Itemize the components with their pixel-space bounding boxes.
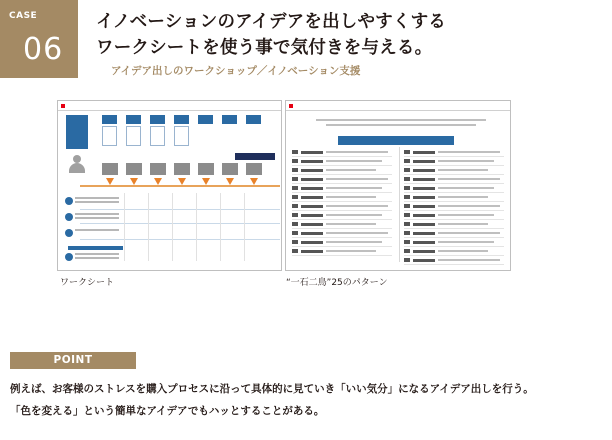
page-title-line-2: ワークシートを使う事で気付きを与える。 (96, 38, 433, 58)
pattern-row-name (413, 241, 435, 244)
pattern-row-description (438, 178, 500, 180)
customer-person-icon (69, 163, 85, 173)
pattern-row-number (404, 231, 410, 235)
page-title-line-1: イノベーションのアイデアを出しやすくする (96, 12, 446, 32)
point-text-line-2: 「色を変える」という簡単なアイデアでもハッとすることがある。 (10, 405, 325, 417)
pattern-row-number (292, 168, 298, 172)
pattern-row-name (413, 250, 435, 253)
pattern-row-number (292, 213, 298, 217)
pattern-row-number (404, 213, 410, 217)
pattern-row-divider (404, 165, 504, 166)
customer-person-icon (73, 155, 81, 163)
worksheet-step-box (150, 163, 166, 175)
pattern-row-description (438, 151, 500, 153)
pattern-row-divider (292, 255, 392, 256)
pattern-row-name (413, 214, 435, 217)
pattern-row-number (404, 195, 410, 199)
pattern-row-number (292, 204, 298, 208)
pattern-row-name (413, 232, 435, 235)
down-arrow-icon (178, 178, 186, 185)
pattern-row-description (438, 187, 494, 189)
pattern-row-description (326, 160, 382, 162)
worksheet-header-cell (174, 115, 189, 124)
pattern-row-description (326, 187, 382, 189)
worksheet-step-box (102, 163, 118, 175)
pattern-row-description (438, 205, 500, 207)
patterns-thumbnail (285, 100, 511, 271)
pattern-row-divider (404, 156, 504, 157)
pattern-row-name (301, 151, 323, 154)
patterns-intro-text (316, 119, 486, 121)
pattern-row-number (292, 240, 298, 244)
page-subtitle: アイデア出しのワークショップ／イノベーション支援 (111, 65, 361, 77)
pattern-row-name (413, 259, 435, 262)
down-arrow-icon (226, 178, 234, 185)
pattern-row-name (413, 178, 435, 181)
point-badge: POINT (10, 352, 136, 369)
patterns-title-bar (338, 136, 454, 145)
pattern-row-description (438, 214, 494, 216)
pattern-row-divider (292, 165, 392, 166)
case-label: CASE (9, 11, 38, 21)
pattern-row-divider (404, 246, 504, 247)
down-arrow-icon (202, 178, 210, 185)
point-text-line-1: 例えば、お客様のストレスを購入プロセスに沿って具体的に見ていき「いい気分」になるアイデア出しを行う。 (10, 383, 534, 395)
worksheet-step-number (65, 253, 73, 261)
worksheet-row-divider (80, 209, 280, 210)
pattern-row-name (301, 241, 323, 244)
worksheet-cell (150, 126, 165, 146)
pattern-row-divider (404, 264, 504, 265)
pattern-row-divider (404, 174, 504, 175)
thumbnail-marker-icon (61, 104, 65, 108)
pattern-row-number (404, 240, 410, 244)
pattern-row-description (326, 250, 376, 252)
pattern-row-description (438, 169, 488, 171)
worksheet-column-divider (220, 193, 221, 261)
pattern-row-divider (404, 219, 504, 220)
pattern-row-divider (292, 156, 392, 157)
pattern-row-description (326, 169, 376, 171)
down-arrow-icon (106, 178, 114, 185)
pattern-row-divider (404, 237, 504, 238)
pattern-row-name (413, 223, 435, 226)
pattern-row-number (404, 249, 410, 253)
pattern-row-number (404, 186, 410, 190)
worksheet-header-cell (66, 115, 88, 149)
worksheet-step-number (65, 197, 73, 205)
pattern-row-divider (404, 210, 504, 211)
pattern-row-description (326, 214, 382, 216)
pattern-row-number (292, 177, 298, 181)
pattern-row-name (301, 187, 323, 190)
pattern-row-number (292, 150, 298, 154)
pattern-row-description (326, 178, 388, 180)
worksheet-header-cell (198, 115, 213, 124)
worksheet-column-divider (172, 193, 173, 261)
pattern-row-divider (292, 201, 392, 202)
pattern-row-number (292, 159, 298, 163)
worksheet-banner (235, 153, 275, 160)
worksheet-step-text (75, 229, 119, 241)
worksheet-step-box (222, 163, 238, 175)
pattern-row-divider (404, 255, 504, 256)
pattern-row-number (404, 222, 410, 226)
worksheet-step-text (75, 253, 119, 265)
pattern-row-divider (404, 192, 504, 193)
pattern-row-name (301, 160, 323, 163)
pattern-row-name (301, 214, 323, 217)
worksheet-step-number (65, 213, 73, 221)
worksheet-column-divider (148, 193, 149, 261)
pattern-row-number (404, 177, 410, 181)
worksheet-step-number (65, 229, 73, 237)
pattern-row-divider (292, 192, 392, 193)
pattern-row-description (438, 259, 500, 261)
pattern-row-description (326, 151, 388, 153)
pattern-row-number (292, 231, 298, 235)
worksheet-header-cell (102, 115, 117, 124)
pattern-row-divider (404, 201, 504, 202)
pattern-row-name (301, 205, 323, 208)
pattern-row-number (404, 150, 410, 154)
worksheet-step-text (75, 197, 119, 209)
pattern-row-name (301, 223, 323, 226)
pattern-row-divider (292, 237, 392, 238)
pattern-row-number (292, 222, 298, 226)
pattern-row-name (413, 160, 435, 163)
pattern-row-name (301, 178, 323, 181)
pattern-row-description (438, 250, 488, 252)
pattern-row-divider (292, 183, 392, 184)
pattern-row-description (326, 232, 388, 234)
worksheet-header-cell (246, 115, 261, 124)
worksheet-header-cell (150, 115, 165, 124)
pattern-row-number (404, 168, 410, 172)
pattern-row-divider (292, 174, 392, 175)
worksheet-cell (174, 126, 189, 146)
pattern-row-divider (292, 219, 392, 220)
figure-caption-worksheet: ワークシート (60, 278, 115, 288)
pattern-row-description (438, 241, 494, 243)
pattern-row-divider (292, 210, 392, 211)
case-number: 06 (23, 32, 64, 67)
pattern-row-name (413, 151, 435, 154)
pattern-row-divider (404, 183, 504, 184)
down-arrow-icon (250, 178, 258, 185)
pattern-row-name (413, 187, 435, 190)
figure-caption-patterns: “一石二鳥”25のパターン (286, 278, 388, 288)
pattern-row-name (301, 196, 323, 199)
worksheet-step-text (75, 213, 119, 225)
pattern-row-description (438, 232, 500, 234)
pattern-row-divider (292, 228, 392, 229)
patterns-intro-text (326, 124, 476, 126)
pattern-row-description (438, 223, 488, 225)
thumbnail-marker-icon (289, 104, 293, 108)
stress-line (80, 185, 280, 187)
pattern-row-name (413, 196, 435, 199)
pattern-row-description (438, 160, 494, 162)
worksheet-column-divider (244, 193, 245, 261)
pattern-row-description (326, 241, 382, 243)
pattern-row-name (413, 205, 435, 208)
pattern-row-number (292, 249, 298, 253)
pattern-row-description (438, 196, 488, 198)
worksheet-column-divider (196, 193, 197, 261)
patterns-column-divider (399, 147, 400, 262)
worksheet-header-cell (126, 115, 141, 124)
pattern-row-number (404, 204, 410, 208)
pattern-row-name (301, 169, 323, 172)
worksheet-header-cell (222, 115, 237, 124)
worksheet-step-box (174, 163, 190, 175)
patterns-thumbnail-header (286, 101, 510, 111)
worksheet-step-box (246, 163, 262, 175)
worksheet-step-box (198, 163, 214, 175)
pattern-row-description (326, 196, 376, 198)
pattern-row-number (404, 258, 410, 262)
pattern-row-name (301, 232, 323, 235)
pattern-row-number (292, 186, 298, 190)
pattern-row-description (326, 205, 388, 207)
pattern-row-name (301, 250, 323, 253)
pattern-row-number (404, 159, 410, 163)
pattern-row-name (413, 169, 435, 172)
pattern-row-number (292, 195, 298, 199)
worksheet-section-bar (68, 246, 123, 250)
worksheet-thumbnail-header (58, 101, 281, 111)
worksheet-step-box (126, 163, 142, 175)
down-arrow-icon (130, 178, 138, 185)
down-arrow-icon (154, 178, 162, 185)
worksheet-cell (126, 126, 141, 146)
pattern-row-divider (292, 246, 392, 247)
worksheet-column-divider (124, 193, 125, 261)
case-badge (0, 0, 78, 78)
worksheet-thumbnail (57, 100, 282, 271)
pattern-row-divider (404, 228, 504, 229)
pattern-row-description (326, 223, 376, 225)
worksheet-cell (102, 126, 117, 146)
